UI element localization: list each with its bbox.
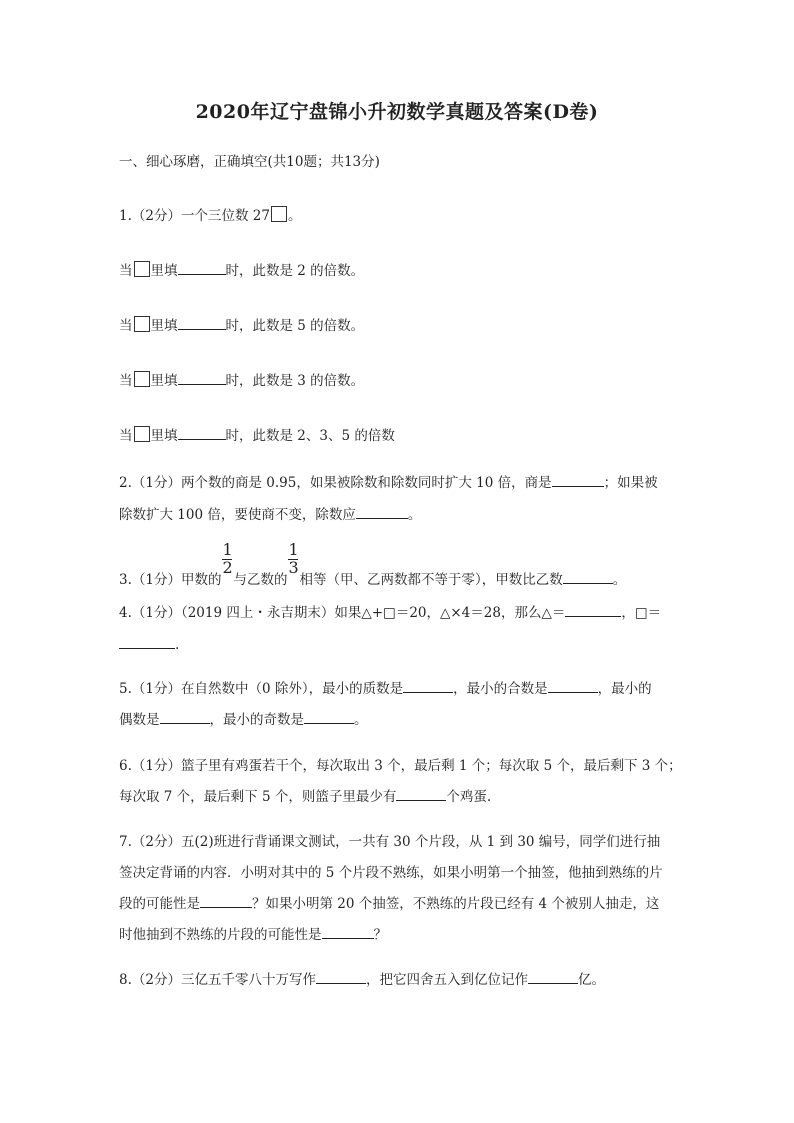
section-heading: 一、细心琢磨，正确填空(共10题；共13分) [119, 154, 380, 170]
answer-blank[interactable] [565, 603, 621, 617]
answer-blank[interactable] [178, 316, 226, 330]
digit-box[interactable] [271, 206, 287, 222]
question-7-text: ？ [373, 927, 387, 943]
fraction-numerator: 1 [288, 540, 299, 559]
answer-blank[interactable] [178, 371, 226, 385]
fraction-one-third [287, 540, 299, 584]
question-7-text: 段的可能性是 [119, 896, 200, 912]
answer-blank[interactable] [322, 925, 374, 939]
digit-box [134, 261, 150, 277]
question-4-text: . [175, 637, 180, 653]
answer-blank[interactable] [178, 426, 226, 440]
question-2-text: 除数扩大 100 倍，要使商不变，除数应 [119, 507, 356, 523]
question-1-text: 1.（2分）一个三位数 27 [119, 208, 270, 224]
answer-blank[interactable] [316, 970, 366, 984]
question-2-text: 。 [407, 507, 422, 523]
row-suffix: 时，此数是 2、3、5 的倍数 [225, 428, 395, 444]
question-6-text: 每次取 7 个，最后剩下 5 个，则篮子里最少有 [119, 789, 397, 805]
answer-blank[interactable] [528, 970, 578, 984]
row-middle: 里填 [150, 263, 178, 279]
row-middle: 里填 [150, 318, 178, 334]
answer-blank[interactable] [200, 894, 252, 908]
answer-blank[interactable] [160, 710, 210, 724]
answer-blank[interactable] [119, 635, 175, 649]
row-prefix: 当 [119, 373, 133, 389]
answer-blank[interactable] [552, 473, 604, 487]
row-suffix: 时，此数是 3 的倍数。 [225, 373, 365, 389]
question-7-line-4 [119, 925, 387, 945]
answer-blank[interactable] [548, 679, 598, 693]
question-1-row [119, 426, 395, 446]
question-7-line-3 [119, 894, 659, 914]
question-8-text: ，把它四舍五入到亿位记作 [365, 972, 528, 988]
question-1-end: 。 [287, 208, 302, 224]
question-3-text: 3.（1分）甲数的 [119, 572, 222, 588]
row-prefix: 当 [119, 318, 133, 334]
question-8-text: 亿。 [577, 972, 605, 988]
question-5-text: 偶数是 [119, 712, 160, 728]
question-3-line [119, 540, 627, 590]
question-5-text: ，最小的 [597, 681, 652, 697]
question-7-text: 时他抽到不熟练的片段的可能性是 [119, 927, 322, 943]
question-8-line [119, 970, 605, 990]
row-middle: 里填 [150, 428, 178, 444]
question-6-line-1: 6.（1分）篮子里有鸡蛋若干个，每次取出 3 个，最后剩 1 个；每次取 5 个，最后剩下 3 个； [119, 758, 682, 774]
question-4-line-2 [119, 635, 179, 655]
digit-box [134, 426, 150, 442]
question-5-text: ，最小的合数是 [453, 681, 548, 697]
question-1-row [119, 316, 364, 336]
digit-box [134, 371, 150, 387]
question-3-text: 。 [612, 572, 627, 588]
question-7-line-2: 签决定背诵的内容．小明对其中的 5 个片段不熟练，如果小明第一个抽签，他抽到熟练的片 [119, 865, 663, 881]
question-2-text: 2.（1分）两个数的商是 0.95，如果被除数和除数同时扩大 10 倍，商是 [119, 475, 552, 491]
question-5-line-1 [119, 679, 652, 699]
question-6-line-2 [119, 787, 491, 807]
answer-blank[interactable] [396, 787, 446, 801]
question-2-line-2 [119, 505, 421, 525]
question-4-text: ，□＝ [621, 605, 662, 621]
question-3-text: 相等（甲、乙两数都不等于零），甲数比乙数 [299, 572, 563, 588]
question-5-text: 。 [354, 712, 368, 728]
question-8-text: 8.（2分）三亿五千零八十万写作 [119, 972, 316, 988]
question-7-line-1: 7.（2分）五(2)班进行背诵课文测试，一共有 30 个片段，从 1 到 30 编号，同学们进行抽 [119, 834, 661, 850]
question-4-text: 4.（1分）（2019 四上・永吉期末）如果△+□＝20，△×4＝28，那么△＝ [119, 605, 566, 621]
question-6-text: 个鸡蛋. [446, 789, 492, 805]
question-2-text: ；如果被 [603, 475, 658, 491]
digit-box [134, 316, 150, 332]
document-title: 2020年辽宁盘锦小升初数学真题及答案(D卷) [195, 101, 599, 123]
question-7-text: ？如果小明第 20 个抽签，不熟练的片段已经有 4 个被别人抽走，这 [252, 896, 660, 912]
row-prefix: 当 [119, 428, 133, 444]
fraction-denominator: 2 [222, 558, 233, 577]
question-5-text: ，最小的奇数是 [209, 712, 304, 728]
row-prefix: 当 [119, 263, 133, 279]
row-suffix: 时，此数是 2 的倍数。 [225, 263, 365, 279]
answer-blank[interactable] [403, 679, 453, 693]
fraction-denominator: 3 [288, 558, 299, 577]
question-5-text: 5.（1分）在自然数中（0 除外），最小的质数是 [119, 681, 404, 697]
question-4-line-1 [119, 603, 661, 623]
answer-blank[interactable] [304, 710, 354, 724]
row-suffix: 时，此数是 5 的倍数。 [225, 318, 365, 334]
row-middle: 里填 [150, 373, 178, 389]
question-1-row [119, 371, 364, 391]
question-2-line-1 [119, 473, 658, 493]
answer-blank[interactable] [356, 505, 408, 519]
question-1-row [119, 261, 364, 281]
question-3-text: 与乙数的 [233, 572, 288, 588]
question-1-stem [119, 206, 301, 226]
answer-blank[interactable] [563, 570, 613, 584]
fraction-numerator: 1 [222, 540, 233, 559]
fraction-one-half [221, 540, 233, 584]
question-5-line-2 [119, 710, 368, 730]
answer-blank[interactable] [178, 261, 226, 275]
